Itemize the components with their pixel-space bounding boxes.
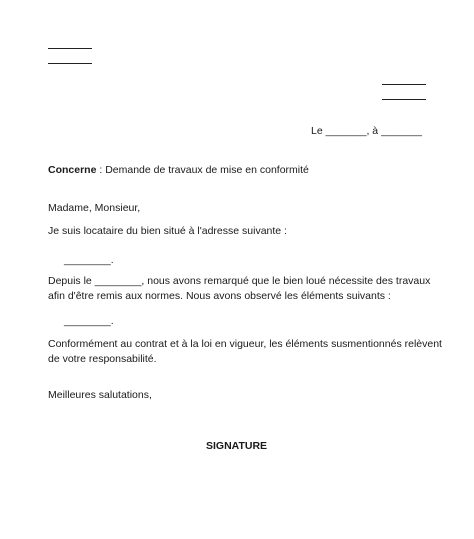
paragraph-2-line-2: de votre responsabilité.: [48, 353, 157, 365]
place-date: Le _______, à _______: [311, 125, 422, 137]
subject-label: Concerne: [48, 164, 97, 176]
signature-label: SIGNATURE: [206, 440, 268, 452]
subject-line: [48, 164, 309, 177]
address-blank: ________.: [64, 254, 114, 266]
recipient-blank-1: [382, 84, 426, 85]
sender-blank-1: [48, 48, 92, 49]
sender-blank-2: [48, 63, 92, 64]
recipient-blank-2: [382, 99, 426, 100]
salutation: Madame, Monsieur,: [48, 202, 141, 214]
subject-text: : Demande de travaux de mise en conformité: [96, 164, 309, 176]
paragraph-2-line-1: Conformément au contrat et à la loi en vigueur, les éléments susmentionnés relèvent: [48, 338, 442, 350]
paragraph-1-line-1: Depuis le ________, nous avons remarqué que le bien loué nécessite des travaux: [48, 275, 431, 287]
signature: [206, 440, 267, 453]
paragraph-1-line-2: afin d'être remis aux normes. Nous avons observé les éléments suivants :: [48, 290, 391, 302]
intro-text: Je suis locataire du bien situé à l'adresse suivante :: [48, 225, 287, 237]
elements-blank: ________.: [64, 315, 114, 327]
closing: Meilleures salutations,: [48, 389, 152, 401]
